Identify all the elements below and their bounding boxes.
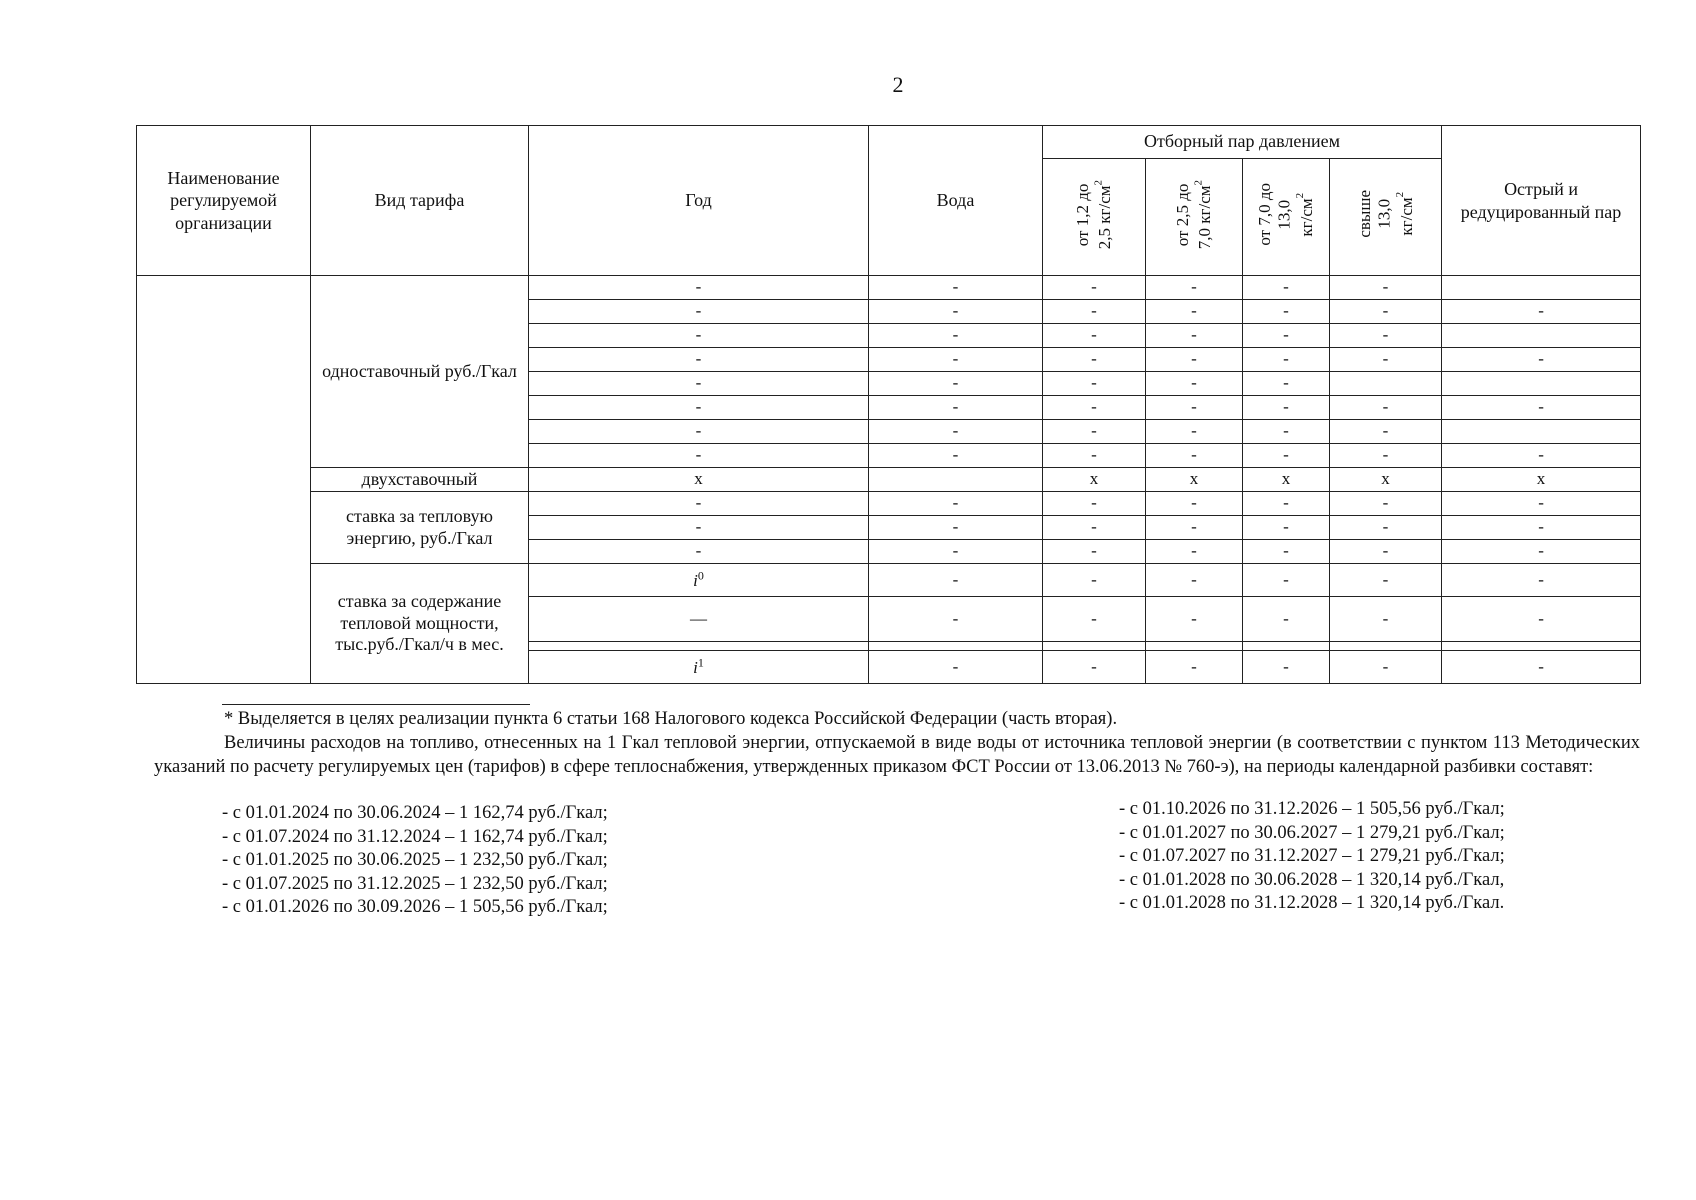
header-water: Вода [869, 126, 1043, 276]
periods-list-left [222, 802, 608, 920]
header-steam-2 [1146, 159, 1243, 276]
header-steam-3-top: от 7,0 до [1255, 183, 1275, 246]
spacer-cell [1442, 642, 1641, 651]
steam-cell: - [1043, 492, 1146, 516]
tariff-table [136, 125, 1641, 684]
steam-cell: - [1243, 540, 1330, 564]
group-double-rate: двухставочный [311, 468, 529, 492]
sharp-steam-cell [1442, 420, 1641, 444]
steam-cell: x [1146, 468, 1243, 492]
water-cell: - [869, 564, 1043, 597]
period-item: - с 01.01.2026 по 30.09.2026 – 1 505,56 руб./Гкал; [222, 897, 608, 917]
steam-cell: - [1330, 348, 1442, 372]
header-year: Год [529, 126, 869, 276]
steam-cell: x [1243, 468, 1330, 492]
steam-cell: - [1243, 276, 1330, 300]
steam-cell: - [1243, 324, 1330, 348]
steam-cell: - [1330, 396, 1442, 420]
period-item: - с 01.01.2027 по 30.06.2027 – 1 279,21 руб./Гкал; [1119, 822, 1505, 843]
steam-cell: - [1330, 651, 1442, 684]
index0-base: i [693, 571, 698, 591]
steam-cell: - [1243, 396, 1330, 420]
water-cell: - [869, 651, 1043, 684]
steam-cell: - [1243, 492, 1330, 516]
steam-cell: - [1043, 597, 1146, 642]
water-cell: - [869, 444, 1043, 468]
steam-cell: - [1330, 324, 1442, 348]
sharp-steam-cell: - [1442, 396, 1641, 420]
year-cell: - [529, 396, 869, 420]
steam-cell: - [1146, 300, 1243, 324]
water-cell: - [869, 300, 1043, 324]
steam-cell: - [1330, 516, 1442, 540]
steam-cell: - [1146, 372, 1243, 396]
header-steam-1-top: от 1,2 до [1073, 183, 1093, 246]
steam-cell: - [1243, 300, 1330, 324]
steam-cell: - [1043, 324, 1146, 348]
header-steam-1-bottom: 2,5 кг/см [1095, 185, 1115, 249]
footnote-divider [222, 704, 530, 705]
year-cell: - [529, 324, 869, 348]
steam-cell: - [1043, 444, 1146, 468]
org-name-cell [137, 276, 311, 684]
water-cell: - [869, 324, 1043, 348]
page-number: 2 [892, 72, 904, 97]
steam-cell: - [1243, 420, 1330, 444]
header-org: Наименование регулируемой организации [137, 126, 311, 276]
period-item: - с 01.01.2028 по 31.12.2028 – 1 320,14 руб./Гкал. [1119, 893, 1505, 913]
header-steam-2-bottom: 7,0 кг/см [1195, 185, 1215, 249]
water-cell: - [869, 540, 1043, 564]
steam-cell: - [1043, 396, 1146, 420]
header-steam-3 [1243, 159, 1330, 276]
water-cell: - [869, 276, 1043, 300]
header-steam-1 [1043, 159, 1146, 276]
steam-cell: - [1330, 597, 1442, 642]
year-cell: - [529, 372, 869, 396]
period-item: - с 01.01.2024 по 30.06.2024 – 1 162,74 руб./Гкал; [222, 803, 608, 823]
sharp-steam-cell: - [1442, 444, 1641, 468]
header-steam-group: Отборный пар давлением [1043, 126, 1442, 159]
header-steam-4-top: свыше [1354, 190, 1374, 239]
steam-cell [1330, 372, 1442, 396]
year-cell: - [529, 516, 869, 540]
steam-cell: - [1043, 540, 1146, 564]
steam-cell: - [1043, 300, 1146, 324]
spacer-cell [529, 642, 869, 651]
steam-cell: - [1330, 492, 1442, 516]
steam-cell: - [1243, 651, 1330, 684]
index0-sup: 0 [697, 568, 704, 583]
sharp-steam-cell: - [1442, 516, 1641, 540]
period-item: - с 01.07.2027 по 31.12.2027 – 1 279,21 руб./Гкал; [1119, 846, 1505, 866]
water-cell: - [869, 396, 1043, 420]
steam-cell: - [1330, 300, 1442, 324]
header-steam-3-middle: 13,0 [1274, 199, 1294, 230]
steam-cell: - [1043, 372, 1146, 396]
steam-cell: - [1146, 348, 1243, 372]
sharp-steam-cell: x [1442, 468, 1641, 492]
steam-cell: - [1146, 420, 1243, 444]
steam-cell: - [1330, 564, 1442, 597]
steam-cell: - [1043, 420, 1146, 444]
sharp-steam-cell: - [1442, 300, 1641, 324]
year-cell: - [529, 420, 869, 444]
year-cell: - [529, 348, 869, 372]
steam-cell: - [1243, 564, 1330, 597]
steam-cell: x [1330, 468, 1442, 492]
year-cell-index1 [529, 651, 869, 684]
steam-cell: - [1146, 540, 1243, 564]
year-cell: - [529, 444, 869, 468]
header-steam-2-top: от 2,5 до [1173, 183, 1193, 246]
header-steam-2-sup: 2 [1192, 179, 1205, 186]
steam-cell: - [1146, 564, 1243, 597]
water-cell: - [869, 597, 1043, 642]
steam-cell: - [1243, 444, 1330, 468]
group-single-rate: одноставочный руб./Гкал [311, 276, 529, 468]
steam-cell: - [1330, 540, 1442, 564]
period-item: - с 01.07.2025 по 31.12.2025 – 1 232,50 руб./Гкал; [222, 873, 608, 894]
fuel-cost-paragraph: Величины расходов на топливо, отнесенных на 1 Гкал тепловой энергии, отпускаемой в виде воды от источника тепловой энергии (в соответствии с пунктом 113 Методических указаний по расчету регулируемых цен (тарифов) в сфере теплоснабжения, утвержденных приказом ФСТ России от 13.06.2013 № 760-э), на периоды календарной разбивки составят: [154, 733, 1640, 777]
spacer-cell [1043, 642, 1146, 651]
period-item: - с 01.01.2025 по 30.06.2025 – 1 232,50 руб./Гкал; [222, 850, 608, 870]
sharp-steam-cell [1442, 324, 1641, 348]
header-tariff-type: Вид тарифа [311, 126, 529, 276]
spacer-cell [1146, 642, 1243, 651]
water-cell: - [869, 516, 1043, 540]
steam-cell: - [1330, 420, 1442, 444]
steam-cell: - [1146, 396, 1243, 420]
steam-cell: - [1043, 651, 1146, 684]
steam-cell: - [1243, 516, 1330, 540]
steam-cell: - [1043, 516, 1146, 540]
year-cell: - [529, 492, 869, 516]
sharp-steam-cell: - [1442, 348, 1641, 372]
header-steam-3-sup: 2 [1294, 192, 1307, 198]
header-steam-3-bottom: кг/см [1297, 197, 1317, 237]
steam-cell: - [1330, 276, 1442, 300]
header-steam-1-sup: 2 [1092, 179, 1105, 186]
steam-cell: - [1043, 564, 1146, 597]
sharp-steam-cell: - [1442, 597, 1641, 642]
period-item: - с 01.01.2028 по 30.06.2028 – 1 320,14 руб./Гкал, [1119, 869, 1505, 890]
periods-list-right [1119, 798, 1505, 916]
sharp-steam-cell: - [1442, 492, 1641, 516]
index1-sup: 1 [697, 655, 704, 670]
sharp-steam-cell: - [1442, 564, 1641, 597]
spacer-cell [1243, 642, 1330, 651]
year-cell: — [529, 597, 869, 642]
steam-cell: - [1043, 348, 1146, 372]
steam-cell: - [1146, 492, 1243, 516]
group-energy-rate: ставка за тепловую энергию, руб./Гкал [311, 492, 529, 564]
header-steam-4 [1330, 159, 1442, 276]
year-cell: x [529, 468, 869, 492]
year-cell: - [529, 300, 869, 324]
index1-base: i [693, 658, 698, 678]
period-item: - с 01.07.2024 по 31.12.2024 – 1 162,74 руб./Гкал; [222, 826, 608, 847]
steam-cell: - [1146, 651, 1243, 684]
steam-cell: - [1146, 324, 1243, 348]
steam-cell: - [1243, 597, 1330, 642]
sharp-steam-cell: - [1442, 651, 1641, 684]
steam-cell: - [1146, 276, 1243, 300]
water-cell: - [869, 372, 1043, 396]
sharp-steam-cell [1442, 276, 1641, 300]
sharp-steam-cell [1442, 372, 1641, 396]
water-cell [869, 468, 1043, 492]
steam-cell: - [1243, 372, 1330, 396]
water-cell: - [869, 420, 1043, 444]
spacer-cell [869, 642, 1043, 651]
steam-cell: x [1043, 468, 1146, 492]
water-cell: - [869, 492, 1043, 516]
steam-cell: - [1043, 276, 1146, 300]
steam-cell: - [1243, 348, 1330, 372]
steam-cell: - [1146, 444, 1243, 468]
steam-cell: - [1146, 597, 1243, 642]
header-steam-4-bottom: кг/см [1396, 197, 1416, 237]
water-cell: - [869, 348, 1043, 372]
steam-cell: - [1330, 444, 1442, 468]
period-item: - с 01.10.2026 по 31.12.2026 – 1 505,56 руб./Гкал; [1119, 799, 1505, 819]
header-steam-4-middle: 13,0 [1374, 199, 1394, 230]
steam-cell: - [1146, 516, 1243, 540]
year-cell: - [529, 540, 869, 564]
footnote: * Выделяется в целях реализации пункта 6 статьи 168 Налогового кодекса Российской Федерации (часть вторая). [224, 709, 1118, 729]
year-cell-index0 [529, 564, 869, 597]
header-sharp-steam: Острый и редуцированный пар [1442, 126, 1641, 276]
sharp-steam-cell: - [1442, 540, 1641, 564]
year-cell: - [529, 276, 869, 300]
group-capacity-rate: ставка за содержание тепловой мощности, тыс.руб./Гкал/ч в мес. [311, 564, 529, 684]
header-steam-4-sup: 2 [1393, 192, 1406, 198]
spacer-cell [1330, 642, 1442, 651]
